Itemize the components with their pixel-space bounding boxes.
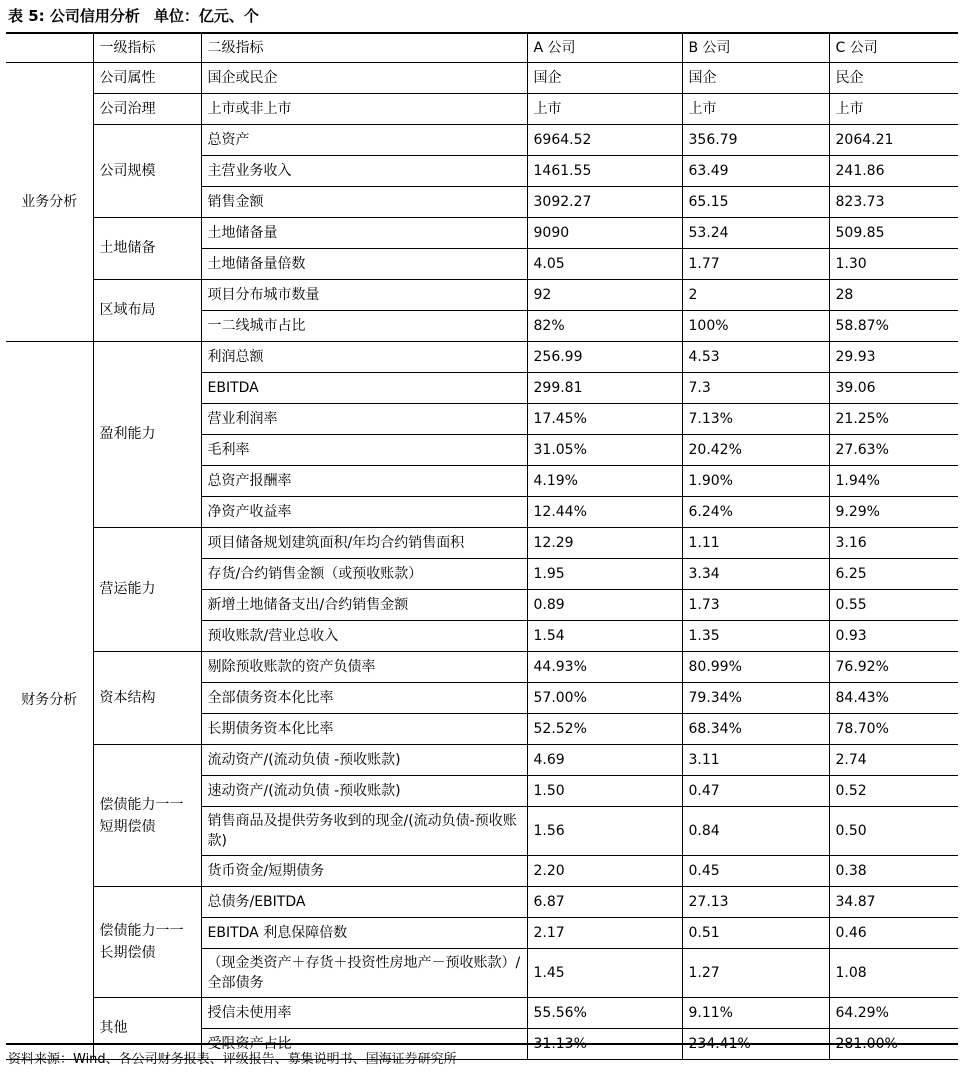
company-a-value: 17.45% (527, 404, 682, 435)
company-a-value: 国企 (527, 63, 682, 94)
company-a-value: 6.87 (527, 887, 682, 918)
company-a-value: 31.05% (527, 435, 682, 466)
level2-indicator: 剔除预收账款的资产负债率 (201, 652, 527, 683)
level1-indicator: 营运能力 (93, 528, 201, 652)
company-a-value: 2.17 (527, 918, 682, 949)
company-b-value: 2 (682, 280, 829, 311)
table-title (8, 4, 259, 28)
level1-indicator: 盈利能力 (93, 342, 201, 528)
header-company-b: B 公司 (682, 33, 829, 63)
level2-indicator: 净资产收益率 (201, 497, 527, 528)
company-b-value: 1.73 (682, 590, 829, 621)
table-row (6, 94, 958, 125)
table-unit: 单位：亿元、个 (153, 7, 259, 25)
company-b-value: 1.11 (682, 528, 829, 559)
level2-indicator: 总资产报酬率 (201, 466, 527, 497)
level2-indicator: 土地储备量倍数 (201, 249, 527, 280)
level2-indicator: 授信未使用率 (201, 998, 527, 1029)
company-b-value: 3.11 (682, 745, 829, 776)
level1-indicator: 区域布局 (93, 280, 201, 342)
company-b-value: 80.99% (682, 652, 829, 683)
credit-analysis-table (6, 32, 958, 1060)
level2-indicator: 新增土地储备支出/合约销售金额 (201, 590, 527, 621)
level2-indicator: 销售金额 (201, 187, 527, 218)
level2-indicator: 利润总额 (201, 342, 527, 373)
company-c-value: 28 (829, 280, 958, 311)
company-c-value: 78.70% (829, 714, 958, 745)
level2-indicator: EBITDA 利息保障倍数 (201, 918, 527, 949)
level2-indicator: 营业利润率 (201, 404, 527, 435)
level2-indicator: 速动资产/(流动负债 -预收账款) (201, 776, 527, 807)
level2-indicator: （现金类资产＋存货＋投资性房地产－预收账款）/全部债务 (201, 949, 527, 998)
company-c-value: 2.74 (829, 745, 958, 776)
level2-indicator: 销售商品及提供劳务收到的现金/(流动负债-预收账款) (201, 807, 527, 856)
company-b-value: 国企 (682, 63, 829, 94)
company-c-value: 58.87% (829, 311, 958, 342)
level2-indicator: 流动资产/(流动负债 -预收账款) (201, 745, 527, 776)
company-b-value: 7.3 (682, 373, 829, 404)
company-c-value: 64.29% (829, 998, 958, 1029)
company-b-value: 0.84 (682, 807, 829, 856)
level2-indicator: 存货/合约销售金额（或预收账款） (201, 559, 527, 590)
company-c-value: 1.08 (829, 949, 958, 998)
level2-indicator: 总资产 (201, 125, 527, 156)
table-row (6, 998, 958, 1029)
level1-indicator: 其他 (93, 998, 201, 1060)
table-row (6, 125, 958, 156)
company-a-value: 2.20 (527, 856, 682, 887)
company-b-value: 63.49 (682, 156, 829, 187)
company-b-value: 1.27 (682, 949, 829, 998)
company-a-value: 4.05 (527, 249, 682, 280)
company-c-value: 241.86 (829, 156, 958, 187)
company-b-value: 0.45 (682, 856, 829, 887)
company-c-value: 9.29% (829, 497, 958, 528)
company-a-value: 31.13% (527, 1029, 682, 1060)
level2-indicator: 受限资产占比 (201, 1029, 527, 1060)
company-b-value: 65.15 (682, 187, 829, 218)
header-row (6, 33, 958, 63)
company-b-value: 20.42% (682, 435, 829, 466)
company-b-value: 68.34% (682, 714, 829, 745)
company-c-value: 0.50 (829, 807, 958, 856)
company-c-value: 21.25% (829, 404, 958, 435)
company-c-value: 1.94% (829, 466, 958, 497)
company-c-value: 27.63% (829, 435, 958, 466)
company-b-value: 0.51 (682, 918, 829, 949)
company-c-value: 76.92% (829, 652, 958, 683)
header-company-c: C 公司 (829, 33, 958, 63)
company-b-value: 4.53 (682, 342, 829, 373)
company-c-value: 上市 (829, 94, 958, 125)
company-c-value: 29.93 (829, 342, 958, 373)
level2-indicator: 上市或非上市 (201, 94, 527, 125)
level2-indicator: 预收账款/营业总收入 (201, 621, 527, 652)
level2-indicator: 长期债务资本化比率 (201, 714, 527, 745)
company-c-value: 3.16 (829, 528, 958, 559)
company-b-value: 3.34 (682, 559, 829, 590)
table-number: 表 5: (8, 7, 45, 25)
company-c-value: 1.30 (829, 249, 958, 280)
company-a-value: 12.44% (527, 497, 682, 528)
table-row (6, 887, 958, 918)
company-a-value: 1.54 (527, 621, 682, 652)
level2-indicator: 总债务/EBITDA (201, 887, 527, 918)
company-a-value: 1.56 (527, 807, 682, 856)
level1-indicator: 土地储备 (93, 218, 201, 280)
company-c-value: 509.85 (829, 218, 958, 249)
company-a-value: 82% (527, 311, 682, 342)
level1-indicator: 资本结构 (93, 652, 201, 745)
level2-indicator: 一二线城市占比 (201, 311, 527, 342)
company-b-value: 7.13% (682, 404, 829, 435)
company-c-value: 0.93 (829, 621, 958, 652)
company-a-value: 52.52% (527, 714, 682, 745)
level2-indicator: 货币资金/短期债务 (201, 856, 527, 887)
company-c-value: 2064.21 (829, 125, 958, 156)
level2-indicator: 主营业务收入 (201, 156, 527, 187)
table-row (6, 342, 958, 373)
table-name: 公司信用分析 (49, 7, 140, 25)
company-a-value: 12.29 (527, 528, 682, 559)
company-a-value: 4.69 (527, 745, 682, 776)
company-a-value: 55.56% (527, 998, 682, 1029)
company-a-value: 上市 (527, 94, 682, 125)
company-b-value: 1.35 (682, 621, 829, 652)
company-c-value: 0.52 (829, 776, 958, 807)
level1-indicator: 公司属性 (93, 63, 201, 94)
level2-indicator: 全部债务资本化比率 (201, 683, 527, 714)
table-row (6, 528, 958, 559)
company-c-value: 281.00% (829, 1029, 958, 1060)
company-a-value: 6964.52 (527, 125, 682, 156)
section-label: 财务分析 (6, 342, 93, 1060)
company-a-value: 44.93% (527, 652, 682, 683)
level2-indicator: EBITDA (201, 373, 527, 404)
company-b-value: 79.34% (682, 683, 829, 714)
table-row (6, 652, 958, 683)
company-b-value: 53.24 (682, 218, 829, 249)
table-bottom-rule (6, 1043, 958, 1045)
company-a-value: 1461.55 (527, 156, 682, 187)
level2-indicator: 国企或民企 (201, 63, 527, 94)
header-level2: 二级指标 (201, 33, 527, 63)
company-b-value: 356.79 (682, 125, 829, 156)
company-c-value: 84.43% (829, 683, 958, 714)
company-c-value: 39.06 (829, 373, 958, 404)
company-c-value: 民企 (829, 63, 958, 94)
company-a-value: 3092.27 (527, 187, 682, 218)
source-note: 资料来源：Wind、各公司财务报表、评级报告、募集说明书、国海证券研究所 (8, 1052, 457, 1067)
company-c-value: 6.25 (829, 559, 958, 590)
section-label: 业务分析 (6, 63, 93, 342)
company-a-value: 1.50 (527, 776, 682, 807)
level1-indicator: 偿债能力一一长期偿债 (93, 887, 201, 998)
company-b-value: 上市 (682, 94, 829, 125)
company-b-value: 1.90% (682, 466, 829, 497)
level2-indicator: 项目分布城市数量 (201, 280, 527, 311)
table-row (6, 218, 958, 249)
company-b-value: 234.41% (682, 1029, 829, 1060)
company-b-value: 0.47 (682, 776, 829, 807)
header-level1: 一级指标 (93, 33, 201, 63)
company-a-value: 4.19% (527, 466, 682, 497)
company-b-value: 9.11% (682, 998, 829, 1029)
company-b-value: 1.77 (682, 249, 829, 280)
header-company-a: A 公司 (527, 33, 682, 63)
table-row (6, 63, 958, 94)
level1-indicator: 公司治理 (93, 94, 201, 125)
level2-indicator: 毛利率 (201, 435, 527, 466)
company-c-value: 0.38 (829, 856, 958, 887)
company-c-value: 0.55 (829, 590, 958, 621)
company-c-value: 34.87 (829, 887, 958, 918)
company-b-value: 100% (682, 311, 829, 342)
company-a-value: 9090 (527, 218, 682, 249)
company-a-value: 299.81 (527, 373, 682, 404)
company-a-value: 0.89 (527, 590, 682, 621)
company-b-value: 27.13 (682, 887, 829, 918)
table-row (6, 280, 958, 311)
company-c-value: 0.46 (829, 918, 958, 949)
table-row (6, 745, 958, 776)
company-a-value: 1.95 (527, 559, 682, 590)
level2-indicator: 项目储备规划建筑面积/年均合约销售面积 (201, 528, 527, 559)
company-a-value: 1.45 (527, 949, 682, 998)
level1-indicator: 公司规模 (93, 125, 201, 218)
level2-indicator: 土地储备量 (201, 218, 527, 249)
company-b-value: 6.24% (682, 497, 829, 528)
company-a-value: 57.00% (527, 683, 682, 714)
company-c-value: 823.73 (829, 187, 958, 218)
company-a-value: 92 (527, 280, 682, 311)
level1-indicator: 偿债能力一一短期偿债 (93, 745, 201, 887)
header-empty (6, 33, 93, 63)
company-a-value: 256.99 (527, 342, 682, 373)
